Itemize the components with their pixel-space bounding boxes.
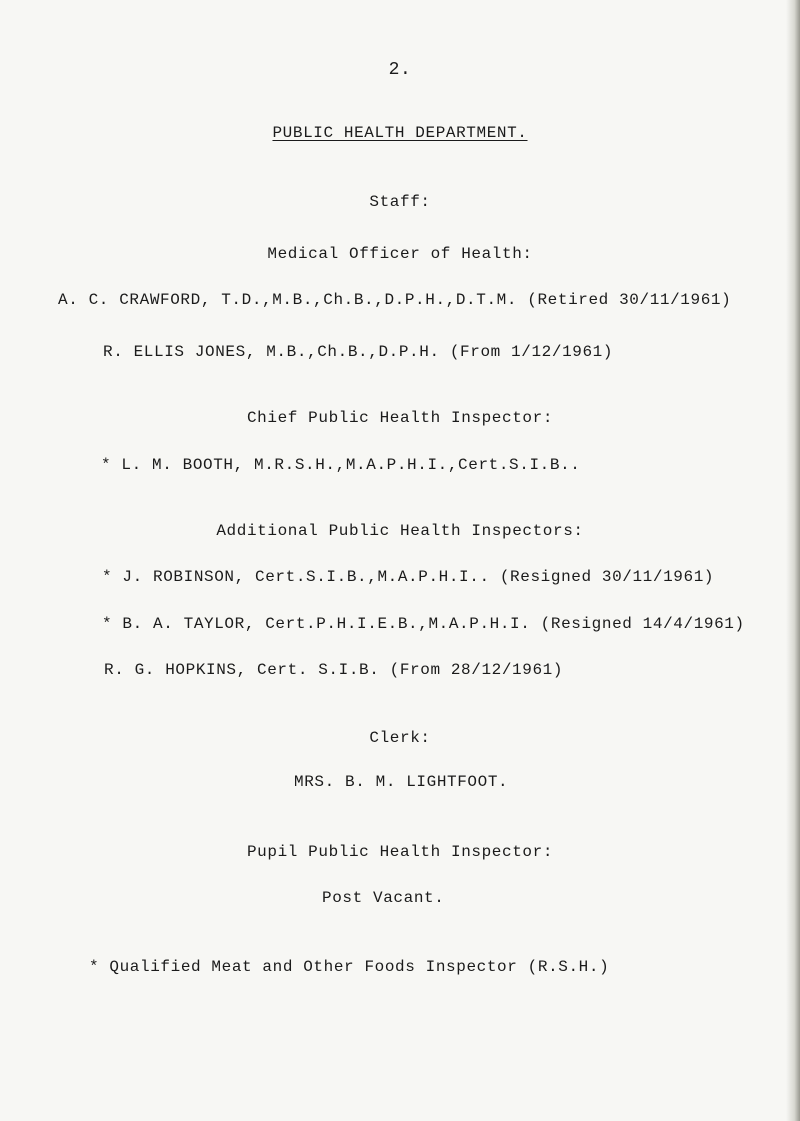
clerk-heading: Clerk: (369, 729, 431, 747)
medical-officer-entry: A. C. CRAWFORD, T.D.,M.B.,Ch.B.,D.P.H.,D.T.M. (Retired 30/11/1961) (58, 291, 732, 309)
document-title: PUBLIC HEALTH DEPARTMENT. (272, 124, 528, 142)
page-number: 2. (388, 60, 412, 80)
page-edge-shadow (786, 0, 800, 1121)
pupil-inspector-heading: Pupil Public Health Inspector: (246, 843, 554, 861)
pupil-inspector-entry: Post Vacant. (322, 889, 445, 907)
additional-inspector-entry: * J. ROBINSON, Cert.S.I.B.,M.A.P.H.I.. (Resigned 30/11/1961) (102, 568, 715, 586)
staff-heading: Staff: (369, 193, 431, 211)
chief-inspector-entry: * L. M. BOOTH, M.R.S.H.,M.A.P.H.I.,Cert.S.I.B.. (101, 456, 581, 474)
medical-officer-entry: R. ELLIS JONES, M.B.,Ch.B.,D.P.H. (From 1/12/1961) (103, 343, 614, 361)
chief-inspector-heading: Chief Public Health Inspector: (246, 409, 554, 427)
footnote: * Qualified Meat and Other Foods Inspector (R.S.H.) (89, 958, 610, 976)
additional-inspectors-heading: Additional Public Health Inspectors: (216, 522, 584, 540)
additional-inspector-entry: * B. A. TAYLOR, Cert.P.H.I.E.B.,M.A.P.H.I. (Resigned 14/4/1961) (102, 615, 745, 633)
medical-officer-heading: Medical Officer of Health: (267, 245, 533, 263)
clerk-entry: MRS. B. M. LIGHTFOOT. (294, 773, 509, 791)
additional-inspector-entry: R. G. HOPKINS, Cert. S.I.B. (From 28/12/1961) (104, 661, 564, 679)
